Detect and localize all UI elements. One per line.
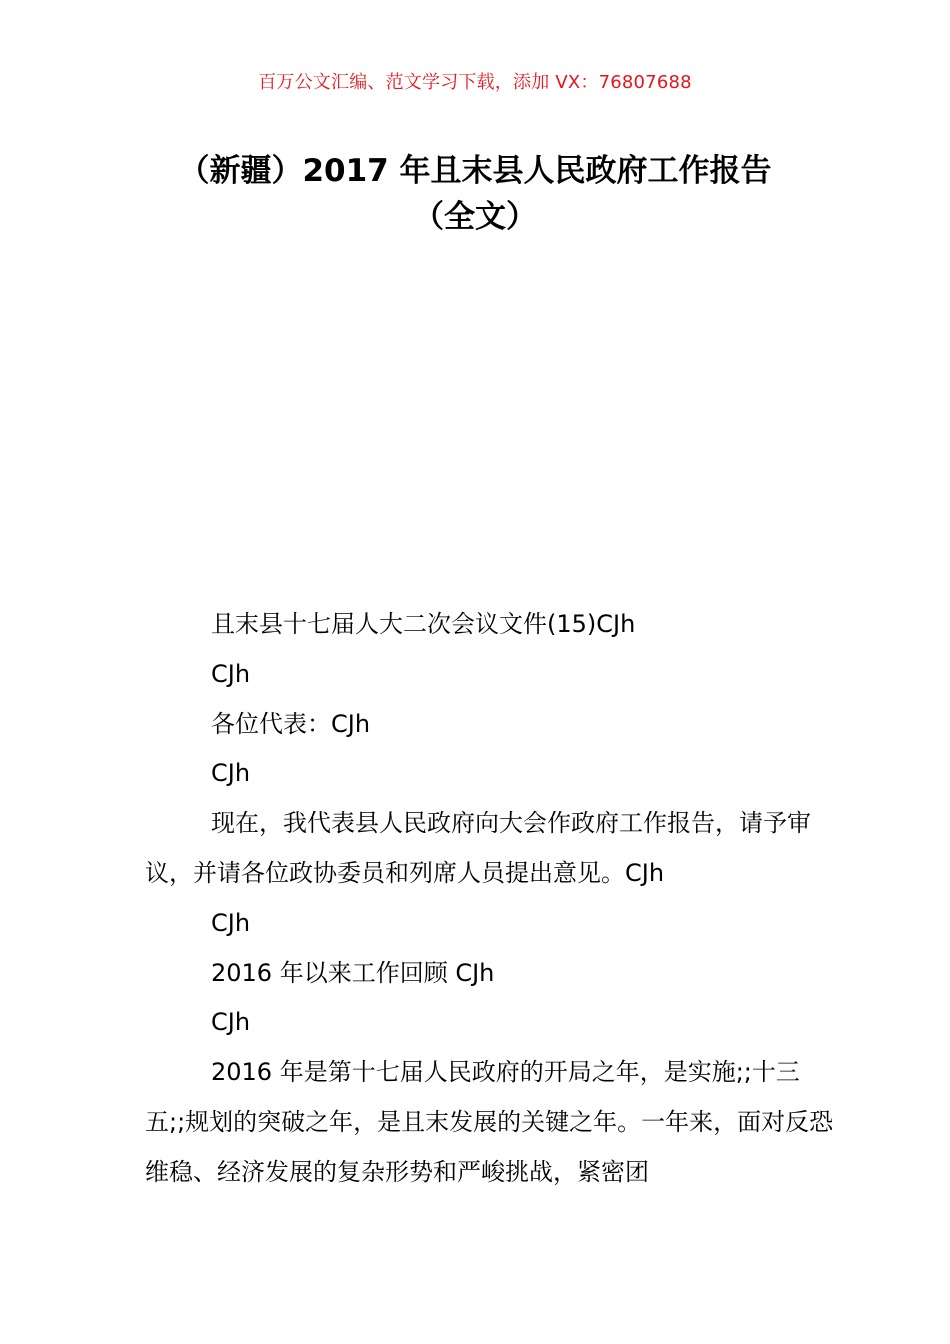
- title-line-2: （全文）: [413, 199, 537, 235]
- paragraph-meeting-file: 且末县十七届人大二次会议文件(15)CJh: [211, 610, 636, 638]
- header-watermark-note: 百万公文汇编、范文学习下载，添加 VX：76807688: [258, 72, 692, 93]
- paragraph-marker: CJh: [211, 908, 251, 937]
- paragraph-marker: CJh: [211, 659, 251, 688]
- paragraph-review-text: 2016 年是第十七届人民政府的开局之年，是实施;;十三五;;规划的突破之年，是且末发展的关键之年。一年来，面对反恐维稳、经济发展的复杂形势和严峻挑战，紧密团: [145, 1058, 834, 1186]
- paragraph-marker: CJh: [211, 759, 251, 788]
- paragraph-salutation: 各位代表：CJh: [211, 709, 371, 738]
- document-body: [145, 600, 835, 1198]
- section-heading-review: 2016 年以来工作回顾 CJh: [211, 958, 495, 987]
- paragraph-marker: CJh: [211, 1008, 251, 1037]
- document-title: [120, 148, 830, 240]
- title-line-1: （新疆）2017 年且末县人民政府工作报告: [178, 153, 772, 189]
- paragraph-intro: 现在，我代表县人民政府向大会作政府工作报告，请予审议，并请各位政协委员和列席人员提出意见。CJh: [145, 809, 811, 887]
